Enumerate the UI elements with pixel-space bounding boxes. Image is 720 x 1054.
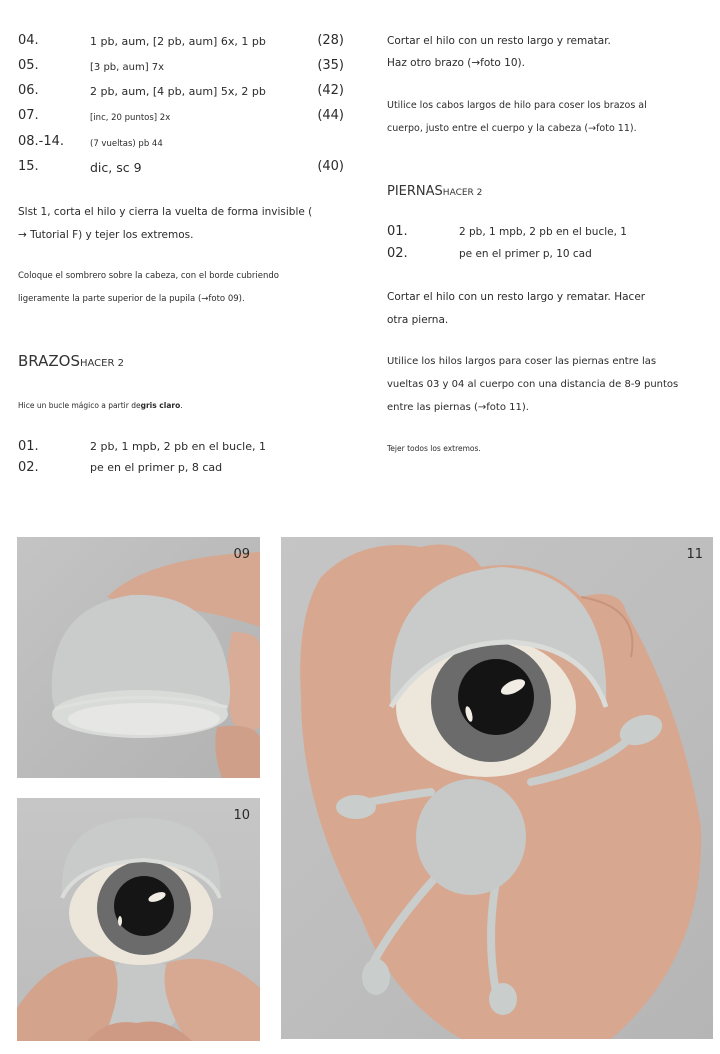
text-line: vueltas 03 y 04 al cuerpo con una distancia de 8-9 puntos <box>387 379 679 390</box>
row-number: 08.-14. <box>18 134 65 149</box>
arms-intro <box>18 401 183 410</box>
row-instruction: [inc, 20 puntos] 2x <box>90 113 171 123</box>
pattern-row <box>18 439 348 459</box>
hat-placement-instructions <box>18 265 358 311</box>
row-number: 02. <box>387 246 408 261</box>
row-stitch-count: (35) <box>317 58 344 73</box>
row-number: 02. <box>18 460 39 475</box>
photo-number: 09 <box>233 547 250 562</box>
pattern-row <box>18 33 348 53</box>
text-line: Utilice los cabos largos de hilo para coser los brazos al <box>387 100 647 111</box>
hat-photo-illustration <box>17 537 260 778</box>
text-line: → Tutorial F) y tejer los extremos. <box>18 229 194 241</box>
photo-number: 10 <box>233 808 250 823</box>
text-line: Haz otro brazo (→foto 10). <box>387 57 525 69</box>
text-line: Utilice los hilos largos para coser las piernas entre las <box>387 356 657 367</box>
text-line: Cortar el hilo con un resto largo y rematar. Hacer <box>387 291 646 303</box>
row-instruction: (7 vueltas) pb 44 <box>90 139 163 149</box>
arms-finish-instructions <box>387 30 717 74</box>
row-stitch-count: (40) <box>317 159 344 174</box>
pattern-row <box>18 58 348 78</box>
pattern-row <box>18 134 348 154</box>
legs-sew-instructions <box>387 350 717 419</box>
finish-head-instructions <box>18 201 358 247</box>
text-line: otra pierna. <box>387 314 449 326</box>
row-number: 15. <box>18 159 39 174</box>
row-instruction: [3 pb, aum] 7x <box>90 62 165 73</box>
pattern-row <box>18 460 348 480</box>
pattern-row <box>18 83 348 103</box>
row-stitch-count: (42) <box>317 83 344 98</box>
intro-suffix: . <box>180 401 183 410</box>
photo-09 <box>17 537 260 778</box>
photo-11 <box>281 537 713 1039</box>
section-subtitle: HACER 2 <box>442 188 483 198</box>
amigurumi-front-illustration <box>17 798 260 1041</box>
section-title: BRAZOS <box>18 352 80 370</box>
row-instruction: pe en el primer p, 10 cad <box>459 248 592 260</box>
row-number: 01. <box>18 439 39 454</box>
photo-number: 11 <box>686 547 703 562</box>
row-stitch-count: (44) <box>317 108 344 123</box>
row-number: 04. <box>18 33 39 48</box>
row-number: 07. <box>18 108 39 123</box>
text-line: Slst 1, corta el hilo y cierra la vuelta de forma invisible ( <box>18 206 313 218</box>
row-number: 01. <box>387 224 408 239</box>
row-instruction: 2 pb, 1 mpb, 2 pb en el bucle, 1 <box>459 226 627 238</box>
section-heading-legs <box>387 180 482 199</box>
pattern-row <box>18 159 348 179</box>
text-line: ligeramente la parte superior de la pupila (→foto 09). <box>18 294 245 304</box>
yarn-color: gris claro <box>140 401 181 410</box>
arms-sew-instructions <box>387 94 717 140</box>
row-number: 06. <box>18 83 39 98</box>
intro-text: Hice un bucle mágico a partir de <box>18 401 141 410</box>
weave-ends-instruction: Tejer todos los extremos. <box>387 444 481 453</box>
section-heading-arms <box>18 351 124 370</box>
row-number: 05. <box>18 58 39 73</box>
legs-finish-instructions <box>387 286 717 332</box>
row-instruction: 2 pb, 1 mpb, 2 pb en el bucle, 1 <box>90 440 266 453</box>
row-stitch-count: (28) <box>317 33 344 48</box>
row-instruction: pe en el primer p, 8 cad <box>90 461 223 474</box>
text-line: Cortar el hilo con un resto largo y rematar. <box>387 35 611 47</box>
amigurumi-palm-illustration <box>281 537 713 1039</box>
text-line: cuerpo, justo entre el cuerpo y la cabeza (→foto 11). <box>387 123 637 134</box>
photo-10 <box>17 798 260 1041</box>
pattern-row <box>387 246 707 266</box>
row-instruction: 1 pb, aum, [2 pb, aum] 6x, 1 pb <box>90 35 266 48</box>
text-line: entre las piernas (→foto 11). <box>387 402 529 413</box>
row-instruction: 2 pb, aum, [4 pb, aum] 5x, 2 pb <box>90 85 266 98</box>
pattern-row <box>387 224 707 244</box>
row-instruction: dic, sc 9 <box>90 160 142 175</box>
pattern-row <box>18 108 348 128</box>
section-title: PIERNAS <box>387 184 443 199</box>
section-subtitle: HACER 2 <box>79 358 124 369</box>
text-line: Coloque el sombrero sobre la cabeza, con el borde cubriendo <box>18 271 279 281</box>
